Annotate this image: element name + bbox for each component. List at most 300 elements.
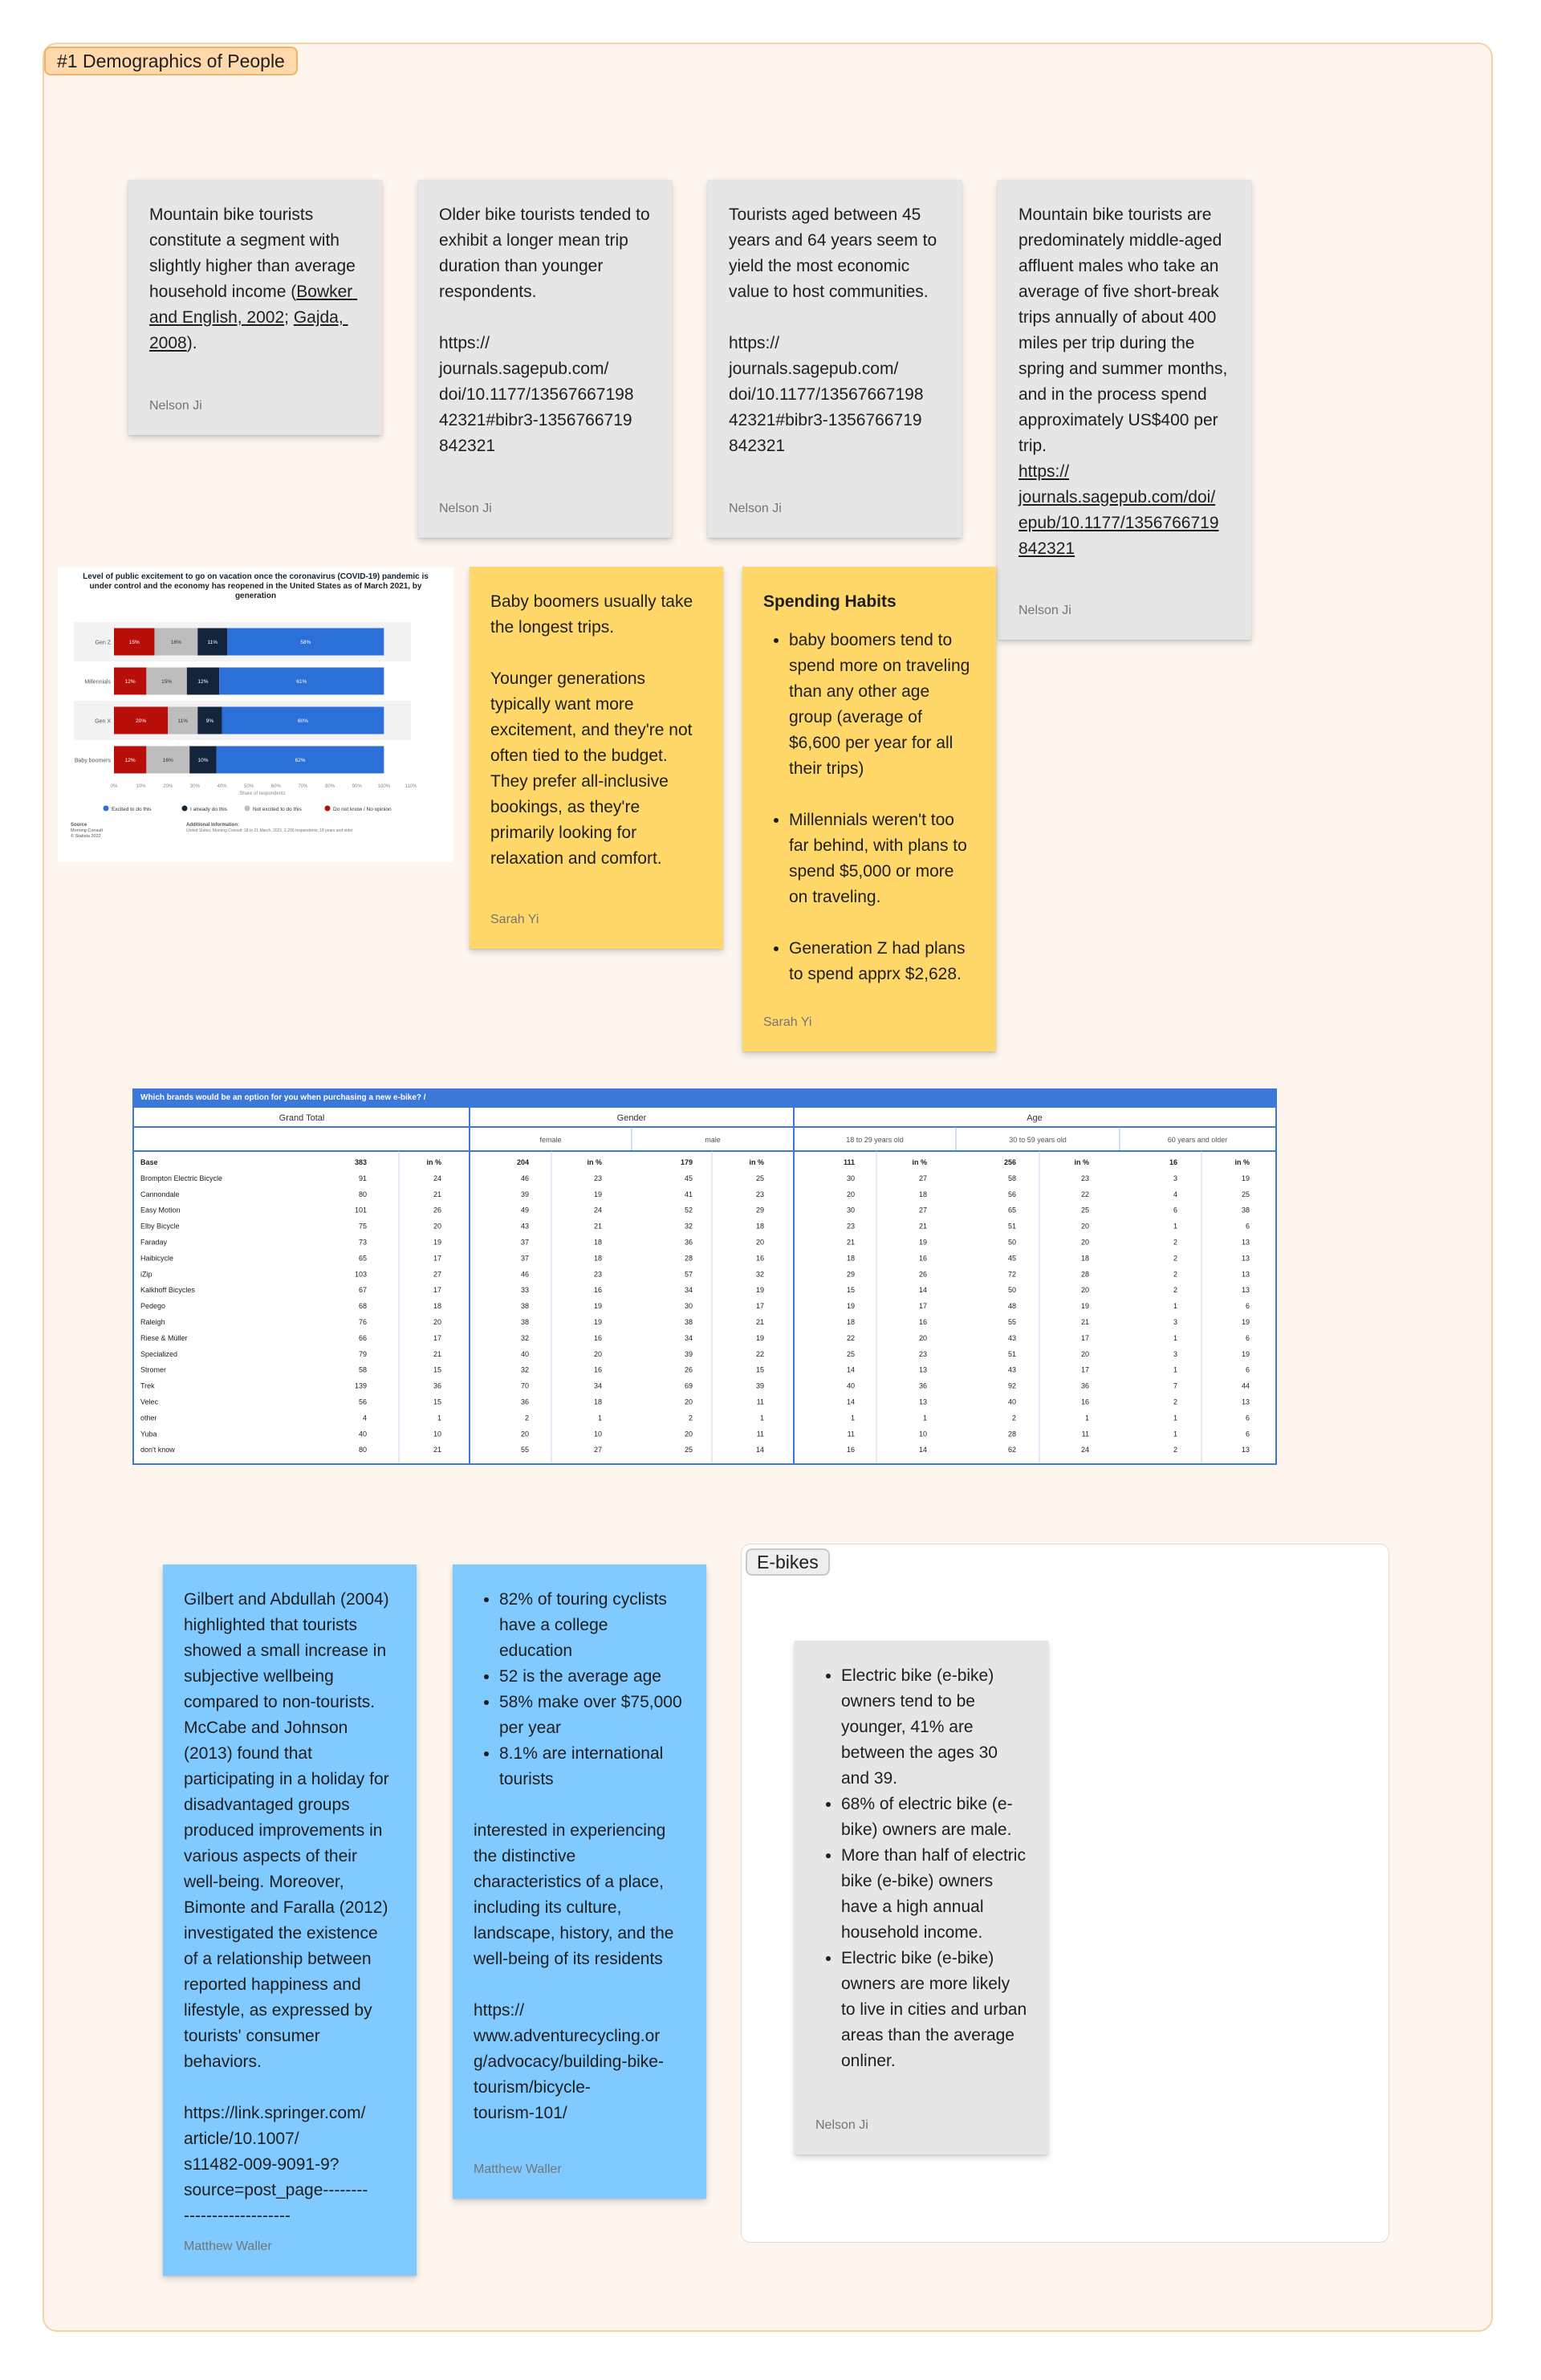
sticky-note-wellbeing[interactable] (163, 1564, 417, 2276)
table-cell: 40 (358, 1430, 367, 1438)
table-cell: 18 (593, 1238, 602, 1247)
table-cell: 75 (358, 1222, 367, 1231)
table-cell: 26 (433, 1206, 441, 1214)
table-row-label: Pedego (140, 1302, 166, 1311)
table-cell: 6 (1245, 1302, 1250, 1311)
table-cell: 16 (593, 1365, 602, 1374)
sticky-note-touring-cyclists[interactable] (453, 1564, 706, 2199)
table-svg (134, 1090, 1275, 1463)
table-cell: 16 (918, 1254, 927, 1263)
table-cell: 25 (1080, 1206, 1089, 1214)
table-cell: 23 (1080, 1174, 1089, 1182)
table-cell: 19 (755, 1286, 764, 1295)
note-text: Older bike tourists tended to exhibit a longer mean trip duration than younger respondents. https:// journals.sagepub.com/ doi/10.1177/13567667198 42321#bibr3-1356766719 842321 (439, 205, 650, 455)
chart-legend-label: Not excited to do this (253, 807, 302, 812)
source-link[interactable]: https:// www.adventurecycling.or g/advocacy/building-bike- tourism/bicycle- tourism-101/ (474, 2001, 664, 2122)
chart-data-label: 11% (207, 640, 218, 645)
note-author: Matthew Waller (474, 2162, 562, 2176)
table-cell: 20 (1080, 1286, 1089, 1295)
table-cell: 6 (1245, 1414, 1250, 1422)
table-cell: 2 (688, 1414, 693, 1422)
table-sub-header: 60 years and older (1167, 1136, 1228, 1144)
table-row-label: Kalkhoff Bicycles (140, 1286, 195, 1295)
spending-list (763, 628, 975, 987)
table-cell: 21 (433, 1349, 441, 1358)
table-cell: 21 (433, 1190, 441, 1198)
table-cell: 14 (846, 1365, 855, 1374)
chart-tick-label: 50% (244, 784, 254, 789)
table-cell: 16 (1169, 1158, 1177, 1166)
chart-tick-label: 110% (405, 784, 417, 789)
chart-data-label: 12% (124, 758, 136, 763)
table-row-label: Velec (140, 1397, 159, 1406)
table-cell: 16 (846, 1446, 855, 1454)
chart-data-label: 12% (124, 679, 136, 685)
table-cell: 139 (354, 1381, 367, 1390)
table-cell: 1 (597, 1414, 602, 1422)
chart-category-label: Baby boomers (74, 758, 111, 764)
chart-data-label: 61% (296, 679, 307, 685)
table-cell: 29 (755, 1206, 764, 1214)
table-cell: 36 (433, 1381, 441, 1390)
citation-link[interactable]: Gajda, 2008 (149, 308, 348, 352)
table-cell: 55 (1007, 1318, 1016, 1326)
table-cell: 20 (520, 1430, 529, 1438)
table-cell: 20 (755, 1238, 764, 1247)
table-row-label: Brompton Electric Bicycle (140, 1174, 223, 1182)
citation-link[interactable]: Bowker and English, 2002 (149, 283, 358, 327)
chart-legend-label: Do not know / No opinion (333, 807, 392, 812)
table-cell: 36 (684, 1238, 693, 1247)
source-link[interactable]: https://link.springer.com/ article/10.1007/ s11482-009-9091-9? source=post_page-------- ------------------- (184, 2104, 368, 2225)
table-cell: 26 (684, 1365, 693, 1374)
sticky-note-spending-habits[interactable] (742, 567, 996, 1052)
chart-legend-swatch (325, 806, 331, 812)
table-cell: 22 (755, 1349, 764, 1358)
table-cell: 65 (358, 1254, 367, 1263)
table-row-label: Raleigh (140, 1318, 165, 1326)
table-cell: 24 (1080, 1446, 1089, 1454)
table-cell: 28 (1080, 1270, 1089, 1279)
table-cell: 17 (755, 1302, 764, 1311)
table-cell: 44 (1241, 1381, 1250, 1390)
table-cell: 11 (1081, 1430, 1089, 1438)
list-item: • Millennials weren't too far behind, with plans to spend $5,000 or more on traveling. (789, 808, 975, 910)
note-author: Nelson Ji (439, 502, 492, 515)
table-cell: 24 (593, 1206, 602, 1214)
table-cell: 32 (755, 1270, 764, 1279)
table-cell: 58 (1007, 1174, 1016, 1182)
table-cell: 23 (755, 1190, 764, 1198)
table-cell: 13 (1241, 1286, 1250, 1295)
table-cell: 14 (755, 1446, 764, 1454)
table-cell: 19 (593, 1318, 602, 1326)
table-cell: 43 (1007, 1365, 1016, 1374)
list-item: • 82% of touring cyclists have a college education (499, 1587, 685, 1664)
table-cell: 23 (846, 1222, 855, 1231)
list-item: • 58% make over $75,000 per year (499, 1690, 685, 1741)
table-row-label: Yuba (140, 1430, 157, 1438)
chart-legend-label: Excited to do this (112, 807, 152, 812)
table-cell: 10 (918, 1430, 927, 1438)
table-cell: 30 (846, 1174, 855, 1182)
chart-tick-label: 100% (377, 784, 391, 789)
table-cell: 20 (1080, 1238, 1089, 1247)
sticky-note-household-income[interactable] (128, 180, 382, 435)
table-sub-header: male (705, 1136, 721, 1144)
table-cell: in % (912, 1158, 927, 1166)
table-cell: 17 (433, 1254, 441, 1263)
table-cell: in % (426, 1158, 441, 1166)
table-cell: 15 (846, 1286, 855, 1295)
list-item: • baby boomers tend to spend more on traveling than any other age group (average of $6,600 per year for all their trips) (789, 628, 975, 782)
section-title[interactable]: #1 Demographics of People (44, 47, 298, 75)
table-cell: 72 (1007, 1270, 1016, 1279)
table-cell: 80 (358, 1446, 367, 1454)
note-text: Tourists aged between 45 years and 64 years seem to yield the most economic value to host communities. https:// journals.sagepub.com/ doi/10.1177/13567667198 42321#bibr3-1356766719 842321 (729, 205, 937, 455)
table-cell: 41 (684, 1190, 693, 1198)
table-cell: 19 (918, 1238, 927, 1247)
table-cell: 18 (755, 1222, 764, 1231)
table-sub-header: 18 to 29 years old (846, 1136, 904, 1144)
note-text: interested in experiencing the distinctive characteristics of a place, including its culture, landscape, history, and the well-being of its residents (474, 1821, 679, 1968)
table-cell: 76 (358, 1318, 367, 1326)
table-cell: 50 (1007, 1286, 1016, 1295)
chart-data-label: 15% (128, 640, 140, 645)
table-row-label: Specialized (140, 1349, 178, 1358)
table-cell: 34 (684, 1286, 693, 1295)
table-cell: 14 (918, 1446, 927, 1454)
table-cell: in % (749, 1158, 764, 1166)
table-cell: 4 (362, 1414, 367, 1422)
chart-footer-text: © Statista 2022 (71, 834, 101, 839)
chart-tick-label: 80% (325, 784, 335, 789)
table-cell: 36 (1080, 1381, 1089, 1390)
table-cell: 256 (1003, 1158, 1016, 1166)
table-cell: 30 (684, 1302, 693, 1311)
table-cell: 101 (354, 1206, 367, 1214)
chart-image-vacation-excitement[interactable] (58, 568, 453, 862)
table-cell: 6 (1245, 1222, 1250, 1231)
table-cell: 15 (755, 1365, 764, 1374)
table-sub-header: 30 to 59 years old (1009, 1136, 1067, 1144)
table-cell: 20 (846, 1190, 855, 1198)
sticky-note-trip-duration[interactable] (418, 180, 672, 538)
table-cell: 39 (520, 1190, 529, 1198)
chart-footer-text: United States; Morning Consult; 18 to 21 March, 2021; 2,200 respondents; 18 years and older (186, 828, 353, 833)
table-cell: 56 (1007, 1190, 1016, 1198)
chart-data-label: 15% (161, 679, 173, 685)
list-item: • Electric bike (e-bike) owners tend to be younger, 41% are between the ages 30 and 39. (841, 1663, 1027, 1792)
table-cell: 2 (1173, 1270, 1177, 1279)
table-cell: 38 (520, 1318, 529, 1326)
sticky-note-baby-boomers[interactable] (470, 567, 723, 949)
chart-data-label: 16% (162, 758, 173, 763)
table-cell: 1 (1084, 1414, 1089, 1422)
list-item: • More than half of electric bike (e-bike) owners have a high annual household income. (841, 1843, 1027, 1946)
chart-tick-label: 0% (110, 784, 118, 789)
table-cell: 50 (1007, 1238, 1016, 1247)
table-cell: 3 (1173, 1174, 1177, 1182)
chart-data-label: 60% (297, 718, 308, 724)
table-cell: 45 (1007, 1254, 1016, 1263)
chart-legend-swatch (182, 806, 188, 812)
table-cell: 1 (1173, 1414, 1177, 1422)
chart-footer-text: Additional Information: (186, 823, 239, 828)
list-item: • 68% of electric bike (e-bike) owners are male. (841, 1792, 1027, 1843)
chart-data-label: 11% (177, 718, 189, 724)
table-cell: 22 (1080, 1190, 1089, 1198)
table-cell: 17 (1080, 1365, 1089, 1374)
table-cell: 19 (846, 1302, 855, 1311)
table-cell: 56 (358, 1397, 367, 1406)
table-cell: 17 (1080, 1333, 1089, 1342)
table-cell: 1 (850, 1414, 855, 1422)
table-cell: 26 (918, 1270, 927, 1279)
table-cell: 18 (846, 1318, 855, 1326)
table-group-header: Gender (616, 1113, 647, 1123)
table-cell: 65 (1007, 1206, 1016, 1214)
table-cell: 25 (846, 1349, 855, 1358)
table-row-label: Trek (140, 1381, 155, 1390)
chart-tick-label: 70% (298, 784, 308, 789)
table-cell: 46 (520, 1174, 529, 1182)
table-cell: 7 (1173, 1381, 1177, 1390)
table-cell: 22 (846, 1333, 855, 1342)
table-cell: 17 (433, 1286, 441, 1295)
chart-data-label: 9% (205, 718, 214, 724)
table-row-label: Easy Motion (140, 1206, 181, 1214)
table-cell: 10 (593, 1430, 602, 1438)
list-item: • 52 is the average age (499, 1664, 685, 1690)
sticky-note-mountain-bike-males[interactable] (998, 180, 1251, 640)
table-cell: 1 (922, 1414, 927, 1422)
table-cell: 20 (918, 1333, 927, 1342)
chart-tick-label: 40% (217, 784, 227, 789)
table-cell: 38 (684, 1318, 693, 1326)
table-cell: 17 (433, 1333, 441, 1342)
table-cell: 19 (1241, 1318, 1250, 1326)
table-cell: 10 (433, 1430, 441, 1438)
table-cell: 43 (520, 1222, 529, 1231)
table-cell: in % (1234, 1158, 1250, 1166)
table-row-label: Haibicycle (140, 1254, 174, 1263)
table-cell: 52 (684, 1206, 693, 1214)
table-cell: 38 (520, 1302, 529, 1311)
table-cell: 6 (1245, 1333, 1250, 1342)
table-cell: 46 (520, 1270, 529, 1279)
table-cell: 2 (1173, 1446, 1177, 1454)
table-cell: 23 (593, 1270, 602, 1279)
table-row-label: Cannondale (140, 1190, 180, 1198)
table-cell: 23 (593, 1174, 602, 1182)
table-cell: 13 (918, 1365, 927, 1374)
table-cell: 13 (1241, 1270, 1250, 1279)
table-cell: 40 (520, 1349, 529, 1358)
table-cell: 21 (755, 1318, 764, 1326)
table-row-label: Riese & Müller (140, 1333, 188, 1342)
table-cell: 19 (593, 1302, 602, 1311)
table-cell: 36 (520, 1397, 529, 1406)
table-cell: 11 (756, 1430, 764, 1438)
table-cell: 24 (433, 1174, 441, 1182)
table-cell: 18 (593, 1397, 602, 1406)
table-cell: 2 (1011, 1414, 1016, 1422)
table-cell: 33 (520, 1286, 529, 1295)
note-author: Nelson Ji (1019, 604, 1071, 617)
table-cell: 67 (358, 1286, 367, 1295)
table-cell: 19 (1080, 1302, 1089, 1311)
table-cell: 37 (520, 1238, 529, 1247)
chart-data-label: 58% (300, 640, 311, 645)
table-cell: 16 (593, 1286, 602, 1295)
chart-data-label: 10% (197, 758, 209, 763)
touring-list (474, 1587, 685, 1792)
table-cell: 27 (433, 1270, 441, 1279)
chart-data-label: 12% (197, 679, 209, 685)
table-cell: 62 (1007, 1446, 1016, 1454)
table-cell: 70 (520, 1381, 529, 1390)
table-cell: 16 (918, 1318, 927, 1326)
table-cell: 32 (520, 1333, 529, 1342)
chart-svg (58, 568, 453, 862)
table-cell: 69 (684, 1381, 693, 1390)
table-cell: 30 (846, 1206, 855, 1214)
table-cell: 6 (1245, 1430, 1250, 1438)
table-cell: 18 (846, 1254, 855, 1263)
table-cell: 103 (354, 1270, 367, 1279)
table-row-label: Base (140, 1158, 158, 1166)
table-cell: 20 (433, 1222, 441, 1231)
table-cell: 21 (918, 1222, 927, 1231)
table-cell: 55 (520, 1446, 529, 1454)
sticky-note-economic-value[interactable] (708, 180, 962, 538)
sticky-note-ebike-owners[interactable] (795, 1641, 1048, 2154)
table-cell: 21 (433, 1446, 441, 1454)
table-cell: 15 (433, 1365, 441, 1374)
chart-tick-label: 90% (352, 784, 362, 789)
table-cell: 3 (1173, 1318, 1177, 1326)
chart-tick-label: 30% (189, 784, 200, 789)
table-cell: 68 (358, 1302, 367, 1311)
note-author: Sarah Yi (763, 1015, 812, 1029)
table-cell: 1 (1173, 1365, 1177, 1374)
frame-title[interactable]: E-bikes (746, 1548, 830, 1576)
table-cell: 2 (1173, 1397, 1177, 1406)
source-link[interactable]: https:// journals.sagepub.com/doi/ epub/10.1177/1356766719 842321 (1019, 462, 1219, 558)
table-cell: 3 (1173, 1349, 1177, 1358)
table-cell: 92 (1007, 1381, 1016, 1390)
table-cell: 1 (1173, 1222, 1177, 1231)
chart-tick-label: 10% (136, 784, 146, 789)
table-group-header: Grand Total (279, 1113, 325, 1123)
table-cell: 17 (918, 1302, 927, 1311)
list-item: • Electric bike (e-bike) owners are more likely to live in cities and urban areas than the average onliner. (841, 1946, 1027, 2074)
table-cell: 13 (918, 1397, 927, 1406)
table-cell: 28 (684, 1254, 693, 1263)
table-cell: 15 (433, 1397, 441, 1406)
table-row-label: Elby Bicycle (140, 1222, 180, 1231)
table-cell: 58 (358, 1365, 367, 1374)
chart-legend-swatch (104, 806, 109, 812)
table-row-label: Stromer (140, 1365, 167, 1374)
table-cell: 40 (846, 1381, 855, 1390)
table-cell: 79 (358, 1349, 367, 1358)
table-cell: 18 (918, 1190, 927, 1198)
table-cell: in % (587, 1158, 602, 1166)
table-cell: 1 (1173, 1430, 1177, 1438)
table-cell: 39 (684, 1349, 693, 1358)
table-cell: 4 (1173, 1190, 1177, 1198)
table-cell: 37 (520, 1254, 529, 1263)
table-cell: 111 (843, 1158, 855, 1166)
table-cell: 6 (1245, 1365, 1250, 1374)
table-cell: 13 (1241, 1254, 1250, 1263)
table-cell: 39 (755, 1381, 764, 1390)
note-text: Baby boomers usually take the longest trips. Younger generations typically want more excitement, and they're not often tied to the budget. They prefer all-inclusive bookings, as they're primarily looking for relaxation and comfort. (490, 592, 693, 868)
chart-legend-label: I already do this (190, 807, 227, 812)
table-cell: 19 (1241, 1349, 1250, 1358)
table-cell: 36 (918, 1381, 927, 1390)
table-cell: 14 (846, 1397, 855, 1406)
note-heading: Spending Habits (763, 592, 897, 611)
table-cell: 18 (593, 1254, 602, 1263)
table-title: Which brands would be an option for you when purchasing a new e-bike? / (140, 1093, 426, 1102)
table-cell: 1 (1173, 1302, 1177, 1311)
chart-axis-label: Share of respondents (239, 791, 286, 796)
table-cell: 21 (1080, 1318, 1089, 1326)
chart-data-label: 62% (295, 758, 306, 763)
table-cell: 27 (593, 1446, 602, 1454)
chart-title: Level of public excitement to go on vacation once the coronavirus (COVID-19) pandemic is under control and the economy has reopened in the United States as of March 2021, by generation (83, 572, 429, 600)
list-item: • 8.1% are international tourists (499, 1741, 685, 1792)
chart-category-label: Gen X (95, 718, 111, 725)
table-row-label: other (140, 1414, 157, 1422)
table-cell: 1 (1173, 1333, 1177, 1342)
table-cell: 25 (1241, 1190, 1250, 1198)
table-cell: 6 (1173, 1206, 1177, 1214)
chart-data-label: 16% (170, 640, 181, 645)
table-cell: 13 (1241, 1446, 1250, 1454)
table-cell: 48 (1007, 1302, 1016, 1311)
table-row-label: Faraday (140, 1238, 168, 1247)
table-cell: 80 (358, 1190, 367, 1198)
note-text: Mountain bike tourists are predominately middle-aged affluent males who take an average of five short-break trips annually of about 400 miles per trip during the spring and summer months, and in the process spend approximately US$400 per trip. (1019, 205, 1233, 455)
chart-category-label: Millennials (84, 679, 111, 686)
note-author: Nelson Ji (729, 502, 782, 515)
table-cell: 19 (755, 1333, 764, 1342)
table-cell: 16 (593, 1333, 602, 1342)
table-cell: 179 (680, 1158, 693, 1166)
table-sub-header: female (539, 1136, 562, 1144)
table-cell: 28 (1007, 1430, 1016, 1438)
table-cell: 2 (524, 1414, 529, 1422)
table-cell: in % (1074, 1158, 1089, 1166)
table-image-ebike-brands[interactable] (132, 1088, 1277, 1465)
chart-category-label: Gen Z (95, 640, 111, 646)
table-cell: 29 (846, 1270, 855, 1279)
note-author: Nelson Ji (149, 399, 202, 413)
table-cell: 14 (918, 1286, 927, 1295)
table-cell: 27 (918, 1206, 927, 1214)
table-cell: 19 (1241, 1174, 1250, 1182)
table-row-label: don't know (140, 1446, 175, 1454)
ebike-list (815, 1663, 1027, 2074)
table-cell: 21 (593, 1222, 602, 1231)
table-cell: 18 (1080, 1254, 1089, 1263)
table-row-label: iZip (140, 1270, 152, 1279)
table-cell: 45 (684, 1174, 693, 1182)
